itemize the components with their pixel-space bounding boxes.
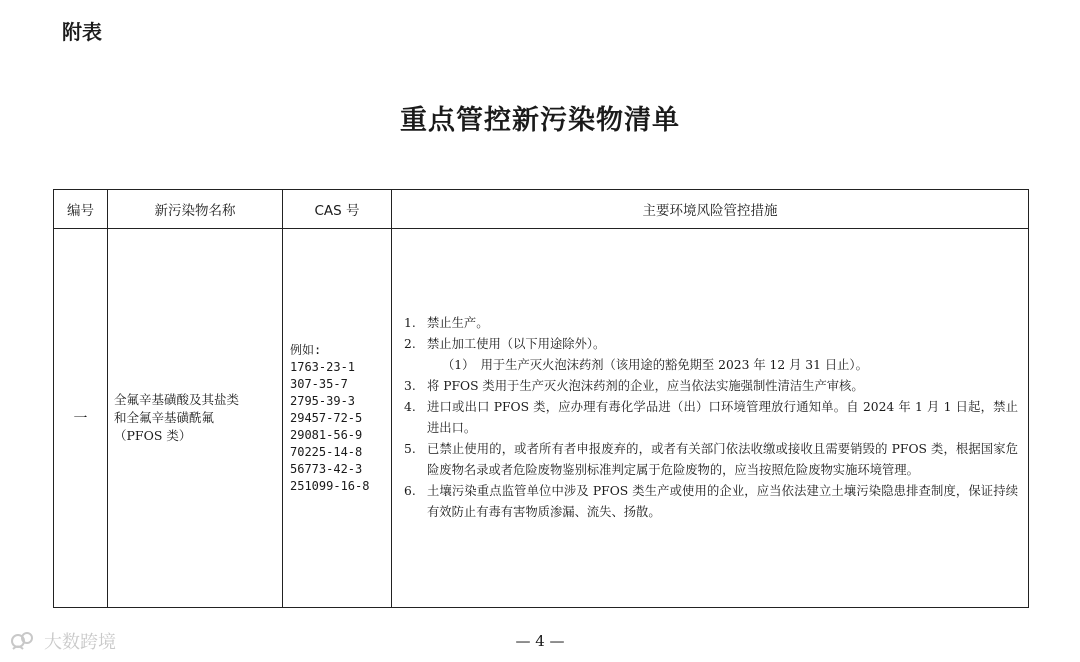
cas-line: 251099-16-8 xyxy=(290,478,370,493)
pollutant-name-line: 和全氟辛基磺酰氟 xyxy=(114,410,215,425)
measure-number: 1. xyxy=(404,316,416,330)
pollutant-name-line: （PFOS 类） xyxy=(114,428,192,443)
cas-numbers xyxy=(283,229,392,608)
measure-text: 土壤污染重点监管单位中涉及 PFOS 类生产或使用的企业，应当依法建立土壤污染隐患排查制度，保证持续有效防止有毒有害物质渗漏、流失、扬散。 xyxy=(427,484,1018,519)
cas-line: 例如: xyxy=(290,342,322,357)
measure-text: （1） 用于生产灭火泡沫药剂（该用途的豁免期至 2023 年 12 月 31 日止）。 xyxy=(442,358,868,372)
measure-text: 禁止生产。 xyxy=(427,316,489,330)
measure-item xyxy=(404,481,1018,523)
cas-line: 70225-14-8 xyxy=(290,444,363,459)
cas-line: 29081-56-9 xyxy=(290,427,363,442)
header-cas: CAS 号 xyxy=(283,190,392,229)
header-number: 编号 xyxy=(54,190,108,229)
measure-number: 4. xyxy=(404,400,416,414)
pollutant-table xyxy=(53,189,1029,608)
cas-line: 29457-72-5 xyxy=(290,410,363,425)
document-title: 重点管控新污染物清单 xyxy=(400,105,680,136)
table-row xyxy=(54,229,1029,608)
measure-subitem xyxy=(404,355,1018,376)
pollutant-name xyxy=(108,229,283,608)
pollutant-name-line: 全氟辛基磺酸及其盐类 xyxy=(114,392,240,407)
measure-text: 将 PFOS 类用于生产灭火泡沫药剂的企业，应当依法实施强制性清洁生产审核。 xyxy=(427,379,864,393)
row-number: 一 xyxy=(54,229,108,608)
watermark-text: 大数跨境 xyxy=(44,632,116,653)
measure-item xyxy=(404,334,1018,355)
measure-item xyxy=(404,439,1018,481)
table-header-row xyxy=(54,190,1029,229)
measure-text: 进口或出口 PFOS 类，应办理有毒化学品进（出）口环境管理放行通知单。自 2024 年 1 月 1 日起，禁止进出口。 xyxy=(427,400,1018,435)
measure-number: 5. xyxy=(404,442,416,456)
measure-number: 3. xyxy=(404,379,416,393)
header-measures: 主要环境风险管控措施 xyxy=(392,190,1029,229)
control-measures xyxy=(392,229,1029,608)
cas-line: 2795-39-3 xyxy=(290,393,356,408)
cas-line: 56773-42-3 xyxy=(290,461,363,476)
measure-item xyxy=(404,313,1018,334)
measure-number: 2. xyxy=(404,337,416,351)
cas-line: 307-35-7 xyxy=(290,376,348,391)
measure-item xyxy=(404,376,1018,397)
measure-text: 禁止加工使用（以下用途除外）。 xyxy=(427,337,606,351)
cas-line: 1763-23-1 xyxy=(290,359,356,374)
measure-item xyxy=(404,397,1018,439)
page-number: — 4 — xyxy=(515,632,565,650)
measure-number: 6. xyxy=(404,484,416,498)
measure-text: 已禁止使用的，或者所有者申报废弃的，或者有关部门依法收缴或接收且需要销毁的 PFOS 类，根据国家危险废物名录或者危险废物鉴别标准判定属于危险废物的，应当按照危险废物实施环境管理。 xyxy=(427,442,1018,477)
annex-label: 附表 xyxy=(62,20,102,44)
header-name: 新污染物名称 xyxy=(108,190,283,229)
